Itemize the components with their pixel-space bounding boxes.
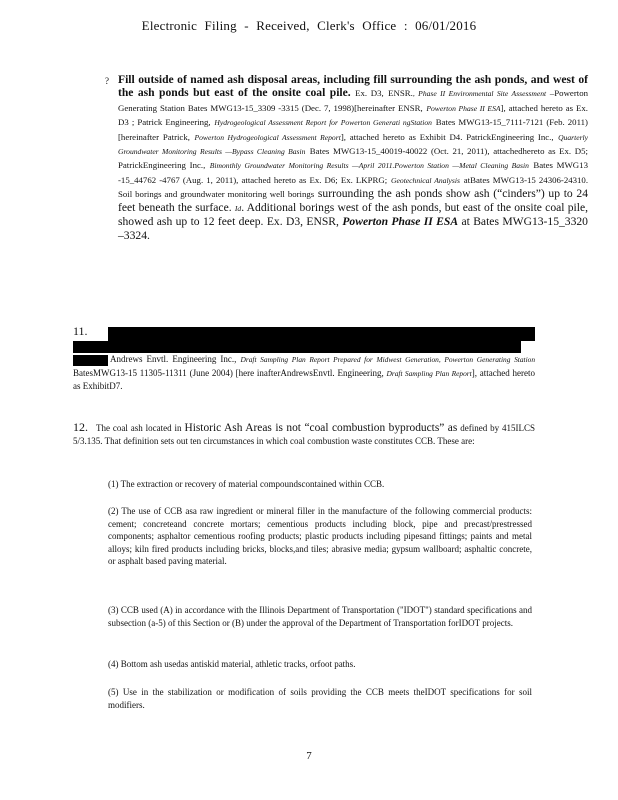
bullet-citation-9: Bates MWG13-15_7111-7121 (Feb. 2011) [hereinafter Patrick, (118, 117, 588, 142)
bullet-lead-text: Fill outside of named ash disposal areas, including fill surrounding the ash ponds, and west of the ash ponds but east of the onsite coal pile. (118, 73, 588, 100)
bullet-citation-3: , Phase II Environmental Site Assessment (412, 89, 547, 99)
paragraph-11 (73, 353, 535, 393)
bullet-body-2: surrounding the ash ponds show ash (“cinders”) up to 24 feet beneath the surface. (118, 187, 588, 214)
bullet-citation-16: Geotechnical Analysis (391, 175, 460, 185)
ccb-list-item-3: (3) CCB used (A) in accordance with the Illinois Department of Transportation ("IDOT") standard specifications and subsection (a-5) of this Section or (B) under the approval of the Department of Transportation forIDOT projects. (108, 605, 532, 628)
bullet-paragraph (118, 73, 588, 242)
paragraph-11-text-2: Draft Sampling Plan Report Prepared for Midwest Generation, Powerton Generating Station (240, 355, 536, 364)
ccb-list-item-5: (5) Use in the stabilization or modification of soils providing the CCB meets theIDOT specifications for soil modifiers. (108, 687, 532, 710)
bullet-citation-14: Bimonthly Groundwater Monitoring Results —April 2011.Powerton Station —Metal Cleaning Basin (209, 161, 529, 171)
bullet-citation-10: Powerton Hydrogeological Assessment Report (194, 132, 341, 142)
bullet-body-3: . Additional borings west of the ash ponds, but east of the onsite coal pile, showed ash up to 12 feet deep. Ex. (118, 200, 588, 229)
page-number: 7 (306, 750, 312, 762)
paragraph-11-number: 11. (73, 324, 88, 338)
bullet-final-citation-3: at Bates MWG13-15_3320 –3324. (118, 215, 588, 242)
paragraph-12-text-3: defined by 415ILCS 5/3.135. That definition sets out ten circumstances in which coal combustion waste constitutes CCB. These are: (73, 423, 536, 446)
bullet-citation-2: ENSR. (388, 88, 413, 99)
bullet-citation-4: –Powerton Generating Station (118, 88, 588, 113)
bullet-citation-17: atBates MWG13-15 24306-24310. Soil borings and groundwater monitoring well borings (118, 174, 589, 200)
bullet-citation-8: Hydrogeological Assessment Report for Powerton Generati ngStation (214, 118, 432, 128)
redaction-bar (73, 341, 521, 353)
ccb-list-item-1: (1) The extraction or recovery of material compoundscontained within CCB. (108, 479, 385, 489)
paragraph-11-text-5: ], attached hereto as ExhibitD7. (73, 367, 536, 391)
bullet-citation-15: Bates MWG13 -15_44762 -4767 (Aug. 1, 2011), attached hereto as Ex. D6; Ex. LKPRG; (118, 160, 588, 185)
bullet-citation-6: Powerton Phase II ESA (426, 103, 501, 113)
id-citation: Id (234, 203, 242, 213)
bullet-final-citation-2: Powerton Phase II ESA (342, 215, 459, 229)
bullet-citation-13: Bates MWG13-15_40019-40022 (Oct. 21, 2011), attachedhereto as Ex. D5; PatrickEngineering Inc., (118, 146, 588, 171)
redaction-bar (108, 327, 535, 341)
bullet-citation-7: ], attached hereto as Ex. D3 ; Patrick Engineering, (118, 102, 588, 128)
bullet-citation-1: Ex. D3, (355, 88, 384, 99)
bullet-citation-11: ], attached hereto as Exhibit D4. PatrickEngineering Inc., (340, 131, 554, 142)
paragraph-11-text-3: BatesMWG13-15 11305-11311 (June 2004) [here inafterAndrewsEnvtl. Engineering, (73, 367, 384, 378)
ccb-list-item-2: (2) The use of CCB asa raw ingredient or mineral filler in the manufacture of the following commercial products: cement; concreteand concrete mortars; cementious products including block, pipe and precast/prestressed components; asphaltor cementious roofing products; plastic products including pipesand fittings; paints and metal alloys; kiln fired products including bricks, blocks,and tiles; abrasive media; gypsum wallboard; asphaltic concrete, or asphalt based paving material. (108, 506, 532, 567)
paragraph-11-text-1: Andrews Envtl. Engineering Inc., (110, 354, 237, 364)
bullet-citation-5: Bates MWG13-15_3309 -3315 (Dec. 7, 1998)[hereinafter ENSR, (187, 102, 423, 113)
ccb-list-item-4: (4) Bottom ash usedas antiskid material, athletic tracks, orfoot paths. (108, 659, 356, 669)
bullet-citation-12: Quarterly Groundwater Monitoring Results —Bypass Cleaning Basin (118, 132, 589, 157)
redaction-bar (73, 355, 108, 366)
paragraph-11-text-4: Draft Sampling Plan Report (386, 368, 472, 378)
paragraph-12-number: 12. (73, 420, 88, 434)
filing-stamp-header: Electronic Filing - Received, Clerk's Office : 06/01/2016 (141, 18, 477, 33)
paragraph-12-text-1: The coal ash located in (96, 423, 182, 433)
paragraph-12 (73, 421, 535, 448)
bullet-final-citation-1: D3, ENSR, (285, 215, 339, 229)
paragraph-12-text-2: Historic Ash Areas is not “coal combustion byproducts” as (184, 422, 458, 434)
bullet-symbol: ? (105, 76, 109, 86)
